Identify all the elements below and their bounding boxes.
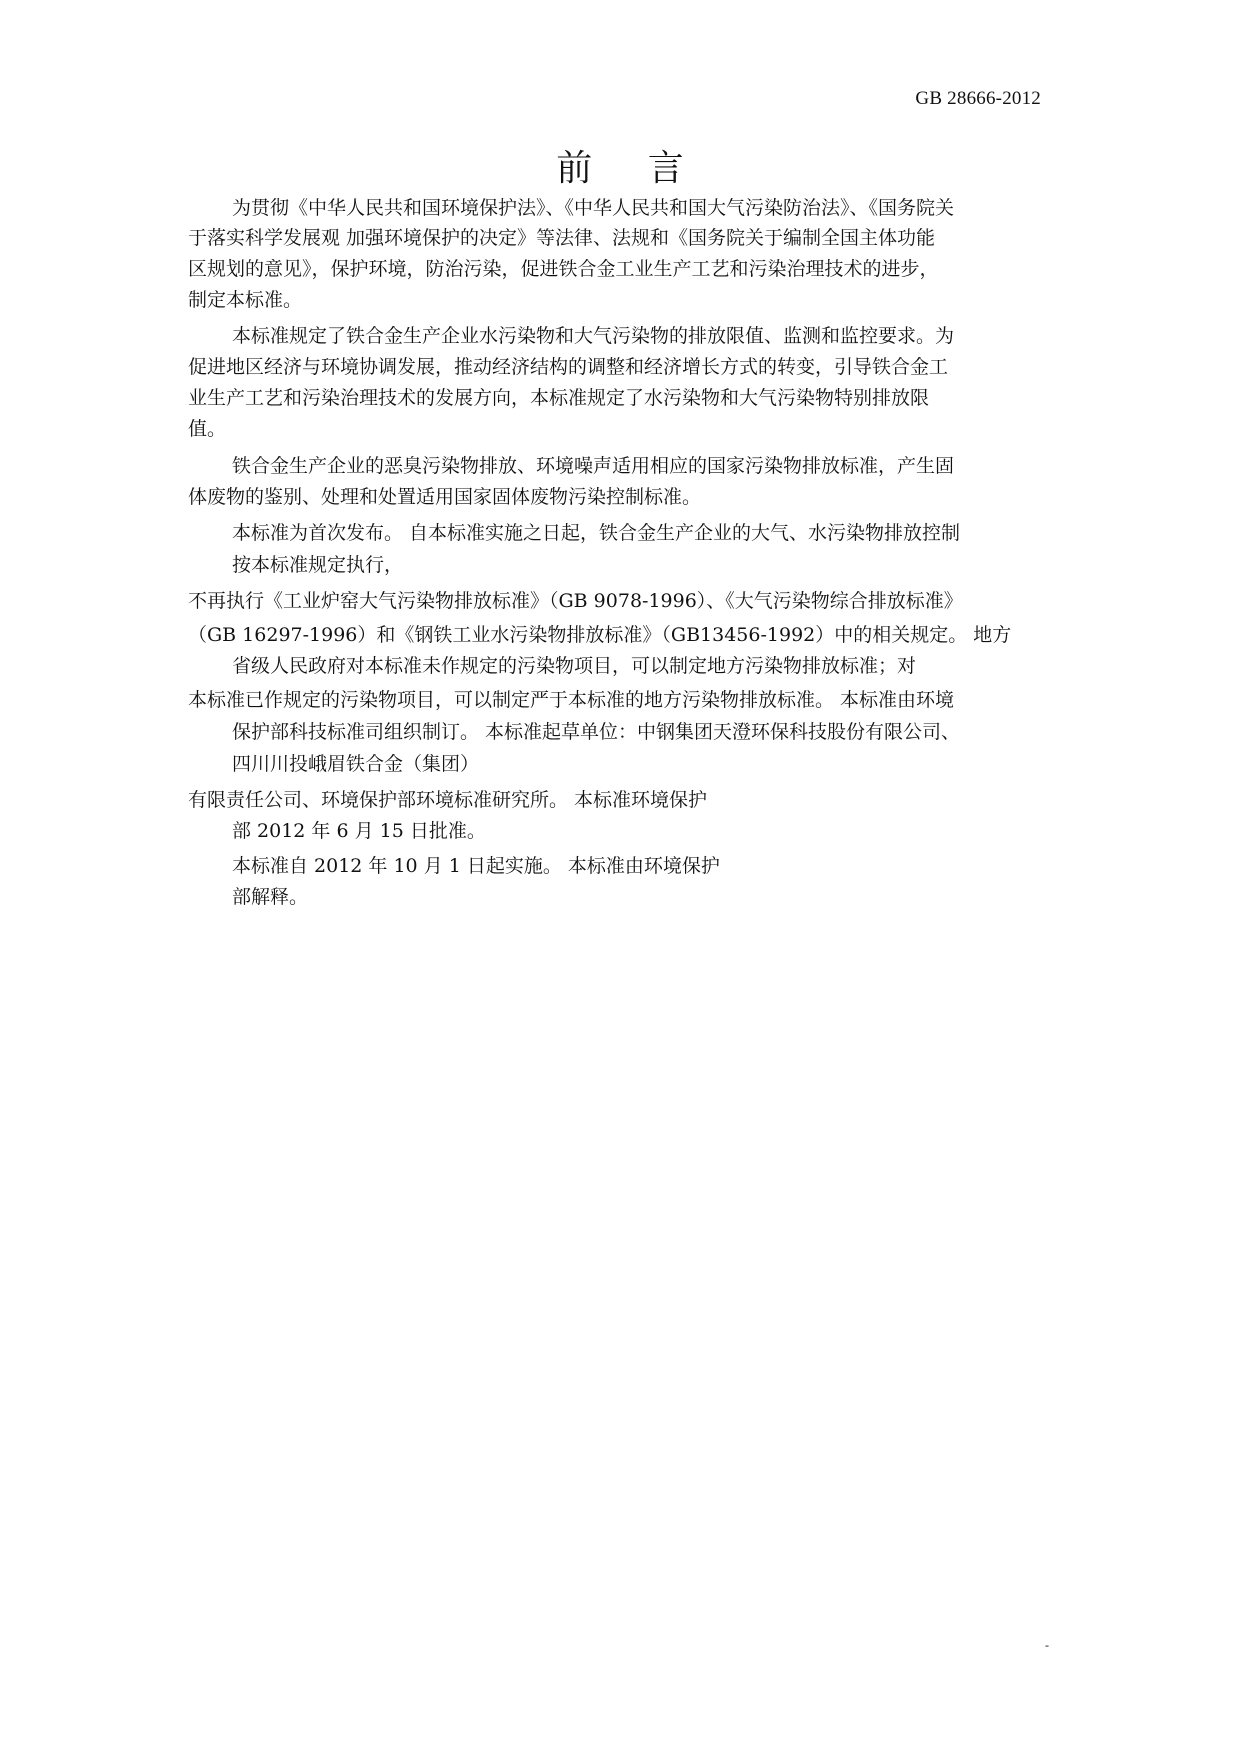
footer-mark: -	[1045, 1638, 1049, 1652]
text-line: 本标准已作规定的污染物项目，可以制定严于本标准的地方污染物排放标准。 本标准由环境	[188, 689, 955, 711]
text-line: 区规划的意见》，保护环境，防治污染，促进铁合金工业生产工艺和污染治理技术的进步，	[188, 258, 939, 280]
text-line: 部解释。	[232, 886, 309, 908]
text-line: 制定本标准。	[188, 289, 303, 311]
text-line: （GB 16297-1996）和《钢铁工业水污染物排放标准》（GB13456-1992）中的相关规定。 地方	[188, 624, 1012, 646]
standard-number: GB 28666-2012	[915, 88, 1041, 109]
text-line: 按本标准规定执行，	[232, 554, 404, 576]
text-line: 四川川投峨眉铁合金（集团）	[232, 753, 480, 775]
text-line: 值。	[188, 418, 227, 440]
text-line: 本标准为首次发布。 自本标准实施之日起，铁合金生产企业的大气、水污染物排放控制	[232, 522, 961, 544]
page-title: 前 言	[556, 148, 706, 189]
text-line: 于落实科学发展观 加强环境保护的决定》等法律、法规和《国务院关于编制全国主体功能	[188, 227, 936, 249]
text-line: 体废物的鉴别、处理和处置适用国家固体废物污染控制标准。	[188, 486, 702, 508]
text-line: 有限责任公司、环境保护部环境标准研究所。 本标准环境保护	[188, 789, 708, 811]
text-line: 铁合金生产企业的恶臭污染物排放、环境噪声适用相应的国家污染物排放标准，产生固	[232, 455, 955, 477]
text-line: 业生产工艺和污染治理技术的发展方向，本标准规定了水污染物和大气污染物特别排放限	[188, 387, 930, 409]
text-line: 本标准自 2012 年 10 月 1 日起实施。 本标准由环境保护	[232, 855, 720, 877]
text-line: 部 2012 年 6 月 15 日批准。	[232, 820, 486, 842]
text-line: 本标准规定了铁合金生产企业水污染物和大气污染物的排放限值、监测和监控要求。为	[232, 325, 955, 347]
text-line: 为贯彻《中华人民共和国环境保护法》、《中华人民共和国大气污染防治法》、《国务院关	[232, 197, 955, 219]
text-line: 不再执行《工业炉窑大气污染物排放标准》（GB 9078-1996）、《大气污染物综合排放标准》	[188, 590, 963, 612]
text-line: 促进地区经济与环境协调发展，推动经济结构的调整和经济增长方式的转变，引导铁合金工	[188, 356, 949, 378]
text-line: 省级人民政府对本标准未作规定的污染物项目，可以制定地方污染物排放标准；对	[232, 655, 917, 677]
text-line: 保护部科技标准司组织制订。 本标准起草单位：中钢集团天澄环保科技股份有限公司、	[232, 721, 961, 743]
